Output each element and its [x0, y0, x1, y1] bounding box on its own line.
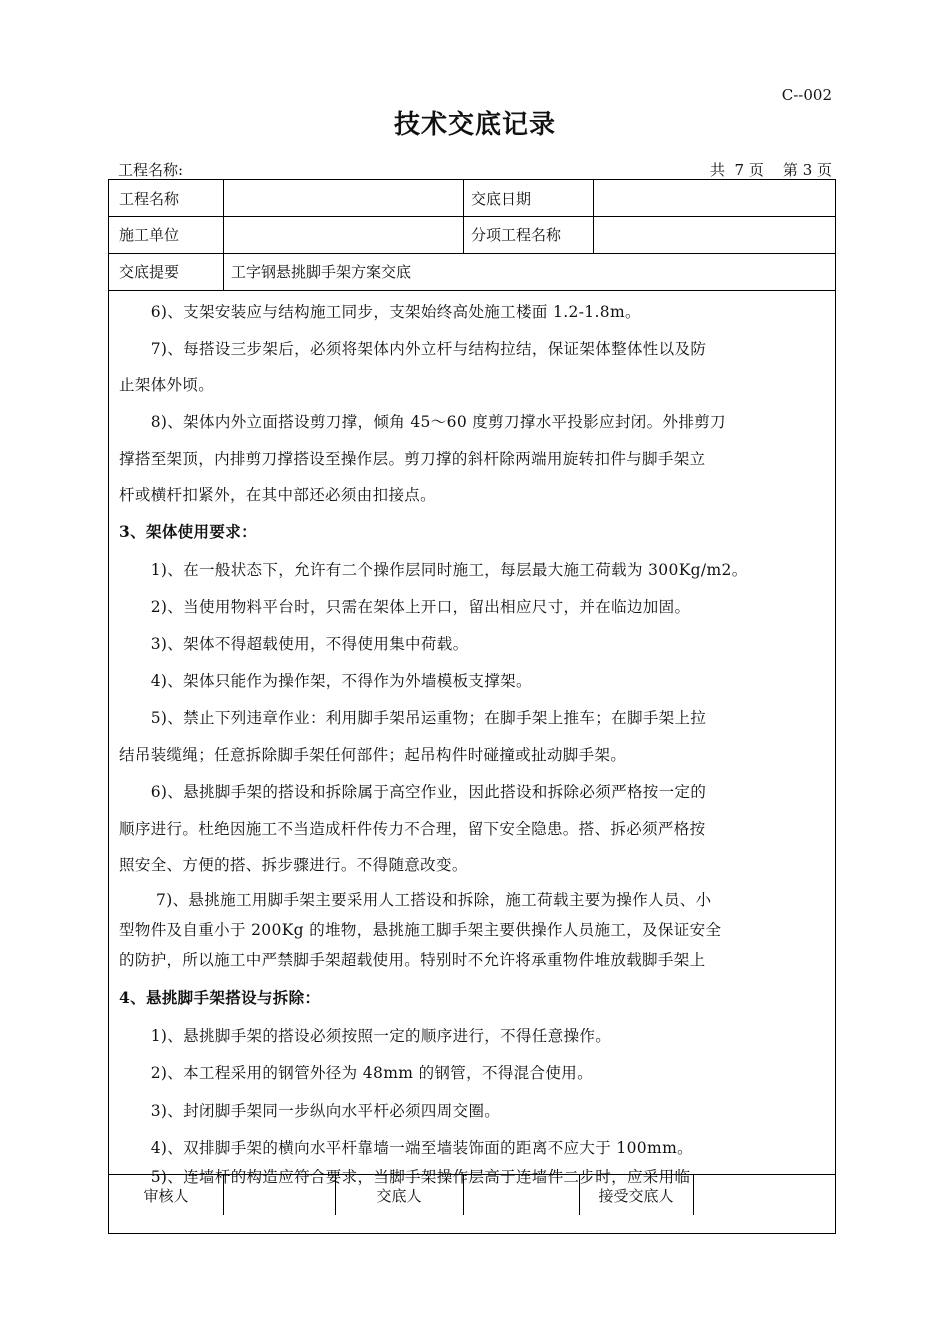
receiver-signature[interactable] [693, 1175, 835, 1215]
construction-unit-label: 施工单位 [119, 226, 180, 244]
content-line: 8)、架体内外立面搭设剪刀撑，倾角 45～60 度剪刀撑水平投影应封闭。外排剪刀 [119, 413, 726, 431]
form-code: C--002 [781, 86, 832, 104]
content-line: 5)、禁止下列违章作业：利用脚手架吊运重物；在脚手架上推车；在脚手架上拉 [119, 709, 707, 727]
content-line: 6)、支架安装应与结构施工同步，支架始终高处施工楼面 1.2-1.8m。 [119, 303, 641, 321]
content-line: 4)、双排脚手架的横向水平杆靠墙一端至墙装饰面的距离不应大于 100mm。 [119, 1139, 693, 1157]
disclosure-content [109, 290, 835, 1186]
content-line: 型物件及自重小于 200Kg 的堆物，悬挑施工脚手架主要供操作人员施工，及保证安全 [119, 921, 722, 939]
content-line: 3)、架体不得超载使用，不得使用集中荷载。 [119, 635, 469, 653]
content-line: 7)、悬挑施工用脚手架主要采用人工搭设和拆除，施工荷载主要为操作人员、小 [119, 891, 712, 909]
disclosure-form [108, 179, 836, 1234]
header-row-1 [109, 180, 835, 217]
disclosure-date-label: 交底日期 [471, 189, 532, 208]
content-line: 4)、架体只能作为操作架，不得作为外墙模板支撑架。 [119, 672, 532, 690]
page-count: 共 7 页 第 3 页 [710, 161, 832, 179]
header-row-2 [109, 216, 835, 254]
content-line: 1)、悬挑脚手架的搭设必须按照一定的顺序进行，不得任意操作。 [119, 1027, 612, 1045]
signature-row [109, 1174, 835, 1215]
discloser-signature[interactable] [463, 1175, 579, 1215]
project-name-label-cell: 工程名称 [119, 189, 180, 208]
page-title: 技术交底记录 [393, 110, 556, 140]
header-row-3 [109, 253, 835, 291]
disclosure-summary-label: 交底提要 [119, 263, 180, 281]
content-line: 2)、当使用物料平台时，只需在架体上开口，留出相应尺寸，并在临边加固。 [119, 598, 691, 616]
content-line: 5)、连墙杆的构造应符合要求，当脚手架操作层高于连墙件二步时，应采用临 [119, 1168, 691, 1186]
discloser-label: 交底人 [376, 1186, 422, 1205]
content-line: 顺序进行。杜绝因施工不当造成杆件传力不合理，留下安全隐患。搭、拆必须严格按 [119, 820, 706, 838]
section-heading: 4、悬挑脚手架搭设与拆除： [119, 988, 321, 1007]
content-line: 杆或横杆扣紧外，在其中部还必须由扣接点。 [119, 486, 437, 504]
reviewer-signature[interactable] [223, 1175, 335, 1215]
content-line: 3)、封闭脚手架同一步纵向水平杆必须四周交圈。 [119, 1102, 501, 1120]
content-line: 结吊装缆绳；任意拆除脚手架任何部件；起吊构件时碰撞或扯动脚手架。 [119, 746, 627, 764]
sub-project-name-label: 分项工程名称 [471, 226, 562, 244]
content-line: 1)、在一般状态下，允许有二个操作层同时施工，每层最大施工荷载为 300Kg/m2。 [119, 561, 748, 579]
content-line: 撑搭至架顶，内排剪刀撑搭设至操作层。剪刀撑的斜杆除两端用旋转扣件与脚手架立 [119, 450, 706, 468]
content-line: 照安全、方便的搭、拆步骤进行。不得随意改变。 [119, 856, 468, 874]
reviewer-label: 审核人 [143, 1186, 189, 1205]
content-line: 6)、悬挑脚手架的搭设和拆除属于高空作业，因此搭设和拆除必须严格按一定的 [119, 783, 707, 801]
content-line: 2)、本工程采用的钢管外径为 48mm 的钢管，不得混合使用。 [119, 1064, 593, 1082]
project-name-label: 工程名称: [118, 161, 184, 179]
disclosure-summary-value: 工字钢悬挑脚手架方案交底 [231, 263, 412, 281]
content-line: 7)、每搭设三步架后，必须将架体内外立杆与结构拉结，保证架体整体性以及防 [119, 340, 707, 358]
content-line: 的防护，所以施工中严禁脚手架超载使用。特别时不允许将承重物件堆放载脚手架上 [119, 951, 706, 969]
content-line: 止架体外顷。 [119, 376, 215, 394]
receiver-label: 接受交底人 [598, 1186, 674, 1205]
section-heading: 3、架体使用要求： [119, 522, 257, 541]
